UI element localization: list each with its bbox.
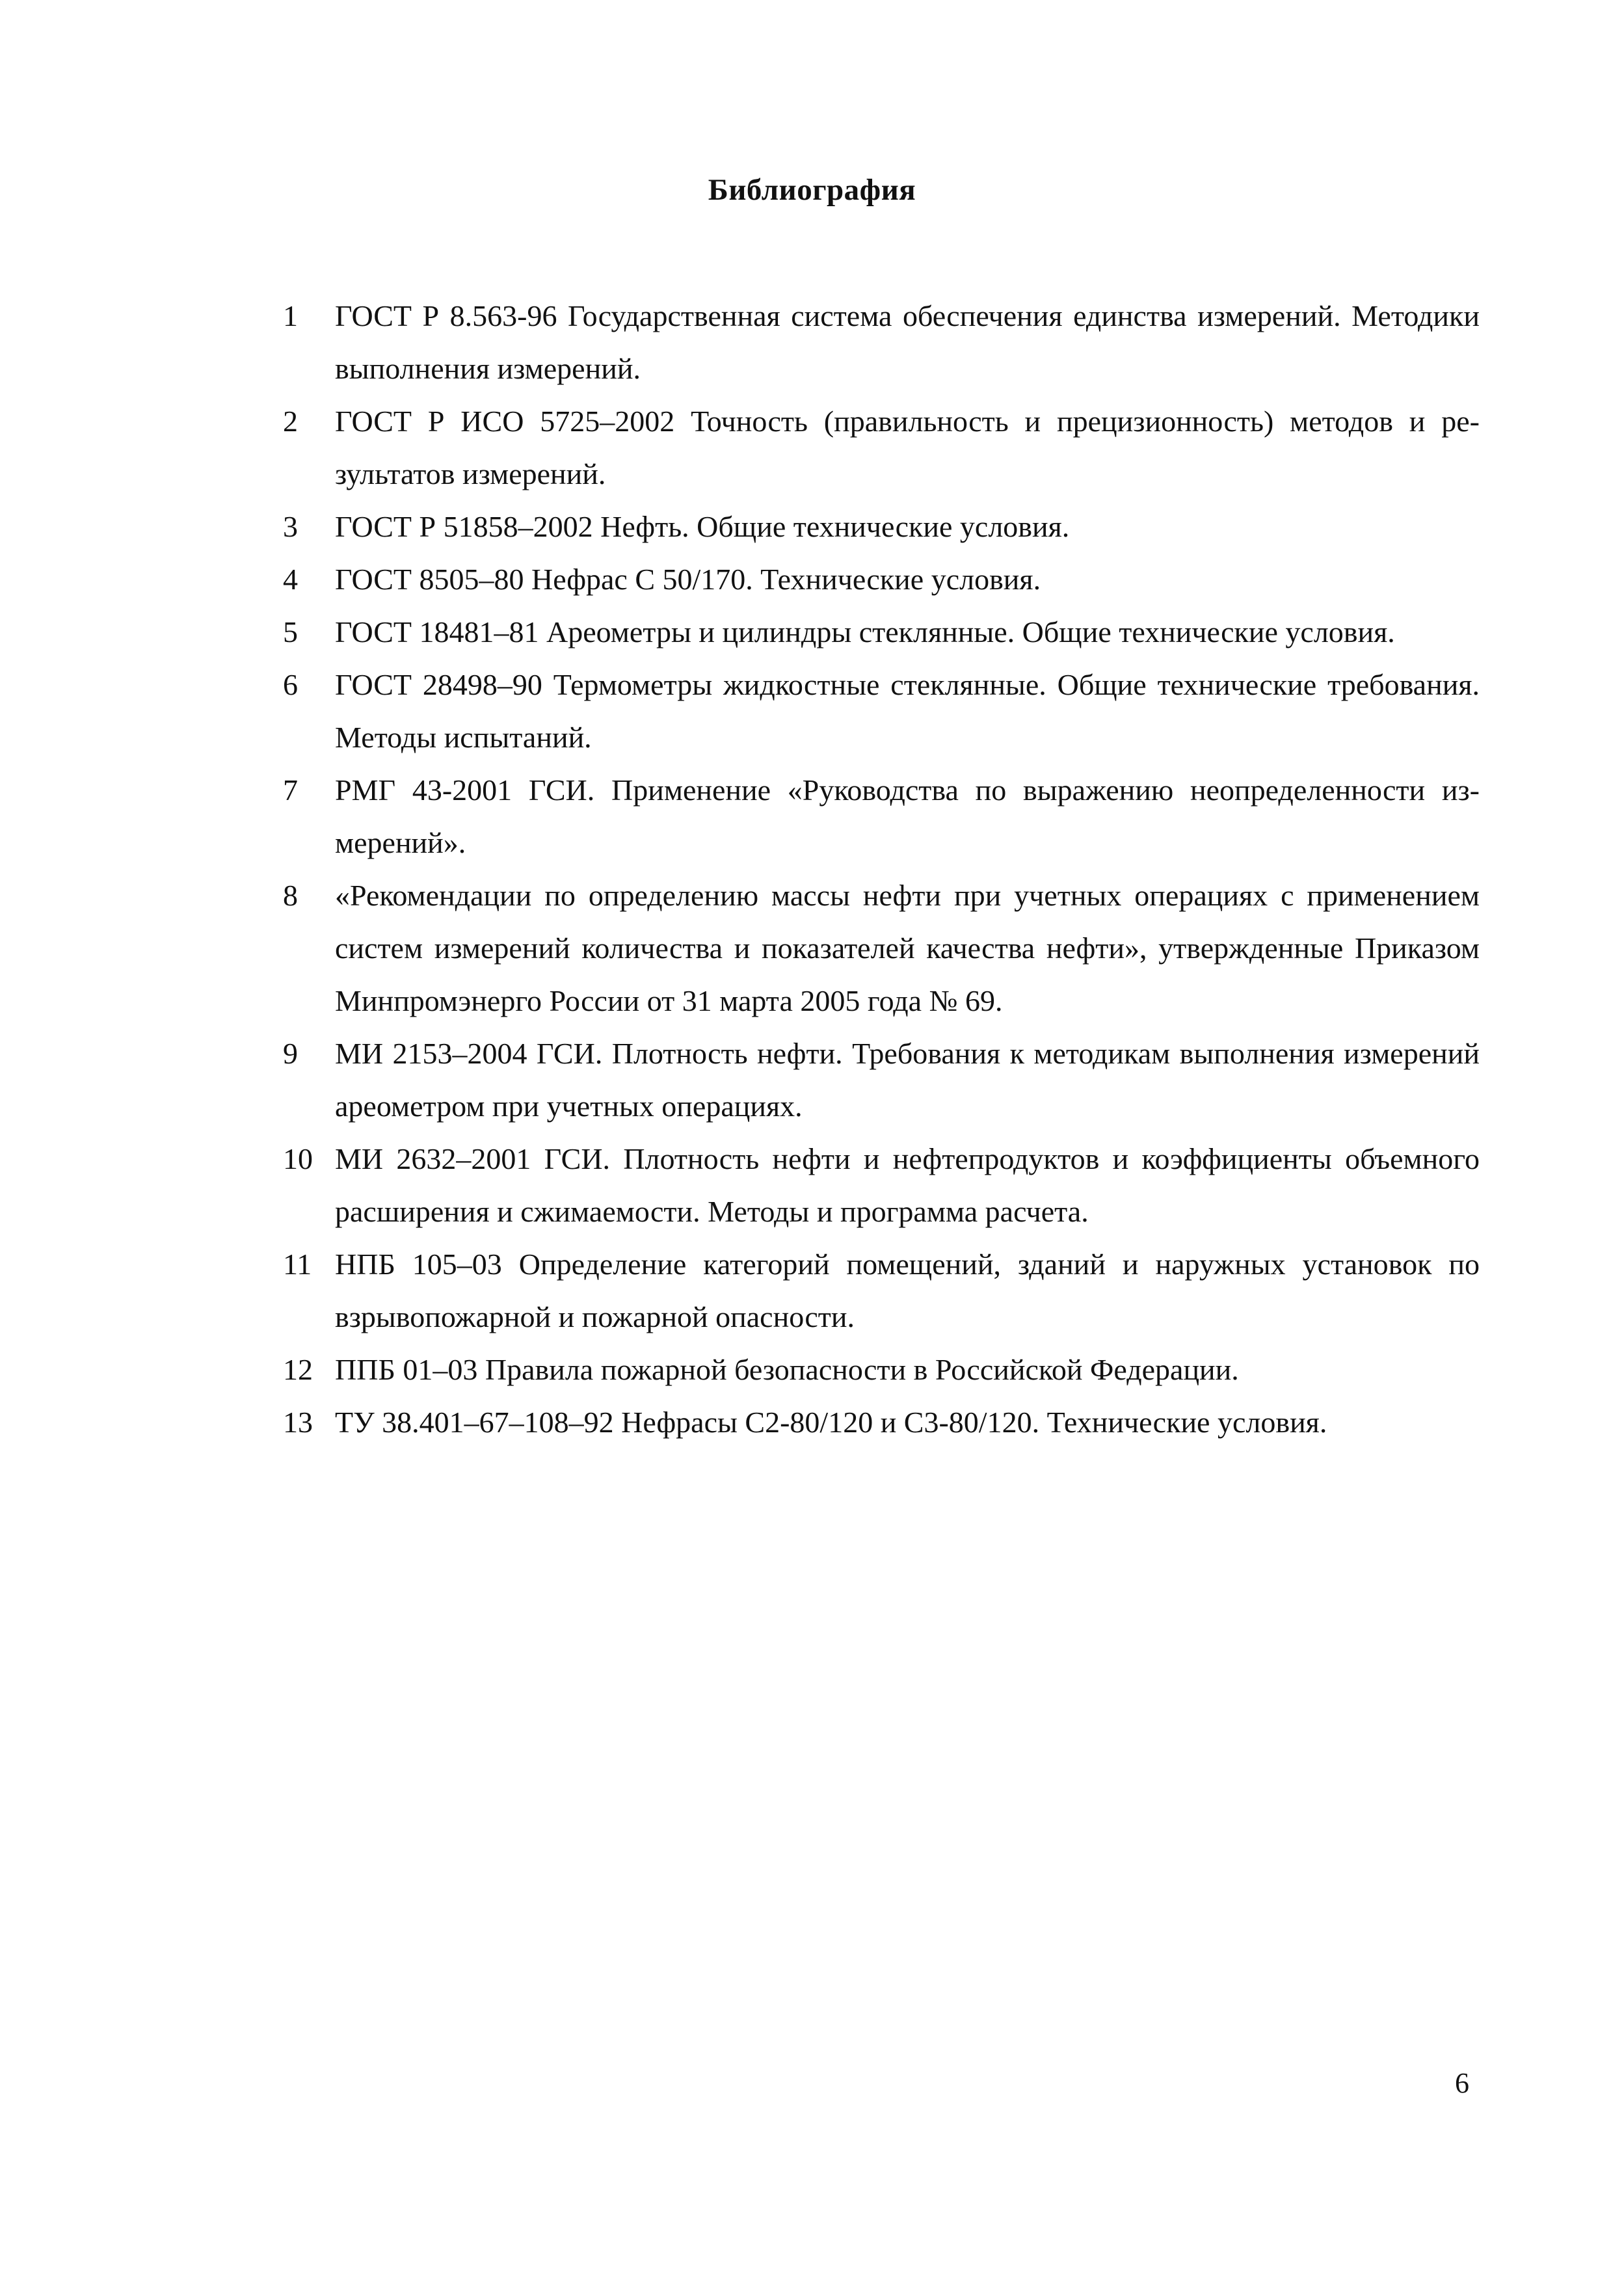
entry-number: 11 — [283, 1248, 312, 1281]
bibliography-entry-1 — [283, 289, 1480, 395]
entry-number: 2 — [283, 405, 298, 438]
bibliography-entry-9 — [283, 1027, 1480, 1132]
bibliography-entry-6 — [283, 658, 1480, 764]
bibliography-entry-3 — [283, 500, 1480, 553]
bibliography-entry-2 — [283, 395, 1480, 500]
bibliography-entry-7 — [283, 764, 1480, 869]
page-title: Библиография — [708, 173, 916, 207]
entry-text: «Рекомендации по определению массы нефти при учетных операциях с применением систем измерений количества и показателей качества нефти», утвержденные Приказом Минпромэнерго России от 31 марта 2005 года № 69. — [335, 879, 1480, 1017]
entry-text: МИ 2153–2004 ГСИ. Плотность нефти. Требования к методикам выполнения измерений ареометром при учетных операциях. — [335, 1037, 1480, 1123]
bibliography-entry-11 — [283, 1238, 1480, 1343]
entry-text: ГОСТ 8505–80 Нефрас С 50/170. Технические условия. — [335, 563, 1041, 596]
entry-text: ГОСТ Р ИСО 5725–2002 Точность (правильность и прецизионность) методов и результатов измерений. — [335, 405, 1480, 490]
entry-number: 10 — [283, 1142, 313, 1175]
entry-text: НПБ 105–03 Определение категорий помещений, зданий и наружных установок по взрывопожарной и пожарной опасности. — [335, 1248, 1480, 1333]
entry-number: 6 — [283, 668, 298, 701]
entry-number: 4 — [283, 563, 298, 596]
entry-text: ГОСТ Р 8.563-96 Государственная система обеспечения единства измерений. Методики выполнения измерений. — [335, 299, 1480, 385]
bibliography-list — [283, 289, 1480, 1449]
bibliography-entry-12 — [283, 1343, 1480, 1396]
entry-text: ТУ 38.401–67–108–92 Нефрасы С2-80/120 и С3-80/120. Технические условия. — [335, 1406, 1327, 1439]
entry-number: 9 — [283, 1037, 298, 1070]
entry-text: ГОСТ 28498–90 Термометры жидкостные стеклянные. Общие технические требования. Методы испытаний. — [335, 668, 1480, 754]
bibliography-entry-4 — [283, 553, 1480, 606]
entry-number: 13 — [283, 1406, 313, 1439]
bibliography-entry-5 — [283, 606, 1480, 658]
entry-number: 5 — [283, 615, 298, 648]
entry-text: ГОСТ 18481–81 Ареометры и цилиндры стеклянные. Общие технические условия. — [335, 615, 1395, 648]
entry-text: РМГ 43-2001 ГСИ. Применение «Руководства по выражению неопределенности измерений». — [335, 773, 1480, 859]
entry-number: 3 — [283, 510, 298, 543]
entry-number: 8 — [283, 879, 298, 912]
entry-number: 7 — [283, 773, 298, 807]
entry-text: ППБ 01–03 Правила пожарной безопасности в Российской Федерации. — [335, 1353, 1239, 1386]
page-number: 6 — [1455, 2067, 1469, 2099]
entry-number: 1 — [283, 299, 298, 332]
entry-text: ГОСТ Р 51858–2002 Нефть. Общие технические условия. — [335, 510, 1070, 543]
entry-number: 12 — [283, 1353, 313, 1386]
bibliography-entry-8 — [283, 869, 1480, 1027]
entry-text: МИ 2632–2001 ГСИ. Плотность нефти и нефтепродуктов и коэффициенты объемного расширения и сжимаемости. Методы и программа расчета. — [335, 1142, 1480, 1228]
bibliography-entry-13 — [283, 1396, 1480, 1449]
bibliography-entry-10 — [283, 1132, 1480, 1238]
